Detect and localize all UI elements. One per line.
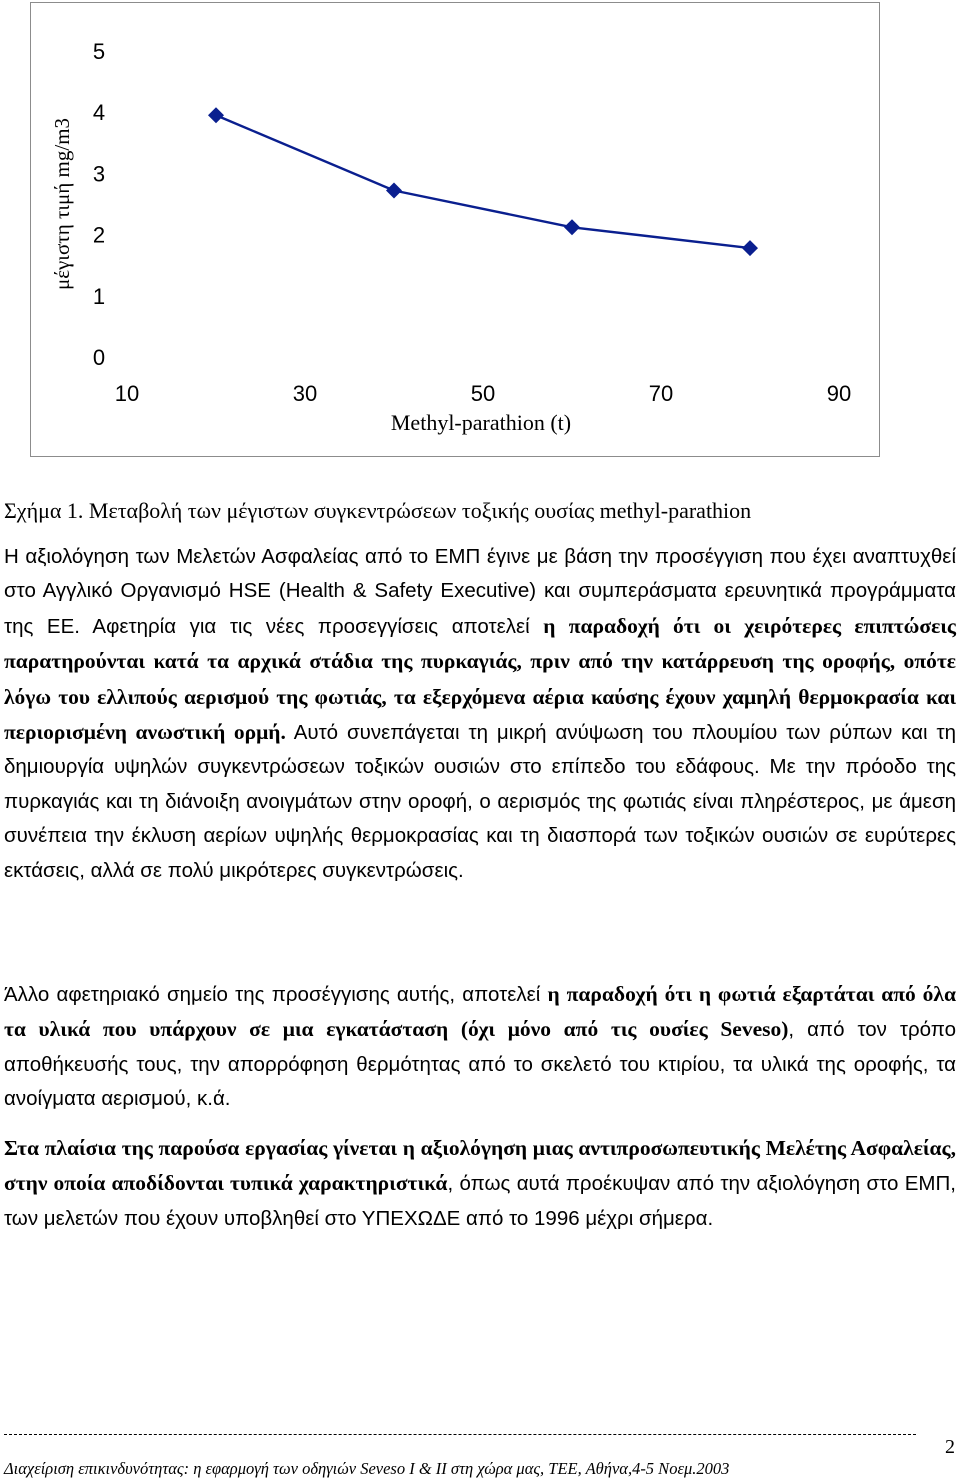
y-tick-label: 4 (92, 100, 106, 126)
series-line (216, 115, 750, 248)
para1-text-2: Αφετηρία για τις νέες προσεγγίσεις αποτελεί (92, 614, 530, 638)
data-point (564, 219, 580, 235)
data-point (208, 107, 224, 123)
para1-text-1: Η αξιολόγηση των Μελετών Ασφαλείας από το ΕΜΠ έγινε με βάση την προσέγγιση που έχει αναπτυχθεί στο Αγγλικό Οργανισμό HSE (Health & Safety Executive) και συμπεράσματα ερευνητικά προγράμματα της ΕΕ. (4, 545, 956, 638)
footer-text: Διαχείριση επικινδυνότητας: η εφαρμογή των οδηγιών Seveso I & II στη χώρα μας, ΤΕΕ, Αθήνα,4-5 Νοεμ.2003 (4, 1459, 730, 1478)
para2-bold-1: η παραδοχή ότι η φωτιά εξαρτάται από όλα τα υλικά που υπάρχουν σε μια εγκατάσταση (όχι μόνο από τις ουσίες Seveso) (4, 982, 956, 1042)
x-tick-label: 70 (648, 381, 674, 406)
y-tick-label: 5 (92, 39, 106, 64)
x-tick-label: 30 (292, 381, 318, 406)
x-tick-label: 50 (470, 381, 496, 406)
line-chart (31, 3, 881, 458)
x-tick-label: 10 (114, 381, 140, 406)
y-tick-label: 1 (92, 283, 106, 309)
para1-bold-1: η παραδοχή ότι οι χειρότερες επιπτώσεις παρατηρούνται κατά τα αρχικά στάδια της πυρκαγιάς, πριν από την κατάρρευση της οροφής, οπότε λόγω του ελλιπούς αερισμού της φωτιάς, τα εξερχόμενα αέρια καύσης έχουν χαμηλή θερμοκρασία και περιορισμένη ανωστική ορμή. (4, 613, 956, 745)
para1-text-3: Αυτό συνεπάγεται τη μικρή ανύψωση του πλουμίου των ρύπων και τη δημιουργία υψηλών συγκεντρώσεων τοξικών ουσιών στο επίπεδο του εδάφους. Με την πρόοδο της πυρκαγιάς και τη διάνοιξη ανοιγμάτων στην οροφή, ο αερισμός της φωτιάς είναι πληρέστερος, με άμεση συνέπεια την έκλυση αερίων υψηλής θερμοκρασίας και τη διασπορά των τοξικών ουσιών σε ευρύτερες εκτάσεις, αλλά σε πολύ μικρότερες συγκεντρώσεις. (4, 721, 956, 882)
figure-caption (4, 494, 956, 529)
data-point (386, 183, 402, 199)
para2-text-2: , από τον τρόπο αποθήκευσής τους, την απορρόφηση θερμότητας από το σκελετό του κτιρίου, τα υλικά της οροφής, τα ανοίγματα αερισμού, κ.ά. (4, 1018, 956, 1111)
y-tick-label: 0 (92, 345, 106, 370)
x-tick-label: 90 (826, 381, 852, 406)
data-point (742, 240, 758, 256)
y-tick-label: 2 (92, 222, 106, 248)
chart-frame (30, 2, 880, 457)
para3-text-1: , όπως αυτά προέκυψαν από την αξιολόγηση στο ΕΜΠ, των μελετών που έχουν υποβληθεί στο ΥΠΕΧΩΔΕ από το 1996 μέχρι σήμερα. (4, 1172, 956, 1230)
caption-text: Σχήμα 1. Μεταβολή των μέγιστων συγκεντρώσεων τοξικής ουσίας methyl-parathion (4, 498, 752, 523)
x-axis-label: Methyl-parathion (t) (390, 410, 572, 435)
paragraph-1 (4, 540, 956, 888)
para2-text-1: Άλλο αφετηριακό σημείο της προσέγγισης αυτής, αποτελεί (4, 983, 541, 1006)
para3-bold-1: Στα πλαίσια της παρούσα εργασίας γίνεται η αξιολόγηση μιας αντιπροσωπευτικής Μελέτης Ασφαλείας, στην οποία αποδίδονται τυπικά χαρακτηριστικά (4, 1136, 956, 1196)
page-number: 2 (945, 1436, 955, 1458)
paragraph-3 (4, 1131, 956, 1236)
y-axis-label: μέγιστη τιμή mg/m3 (50, 117, 74, 291)
footer-divider (4, 1434, 916, 1435)
paragraph-2 (4, 977, 956, 1117)
y-tick-label: 3 (92, 161, 106, 187)
